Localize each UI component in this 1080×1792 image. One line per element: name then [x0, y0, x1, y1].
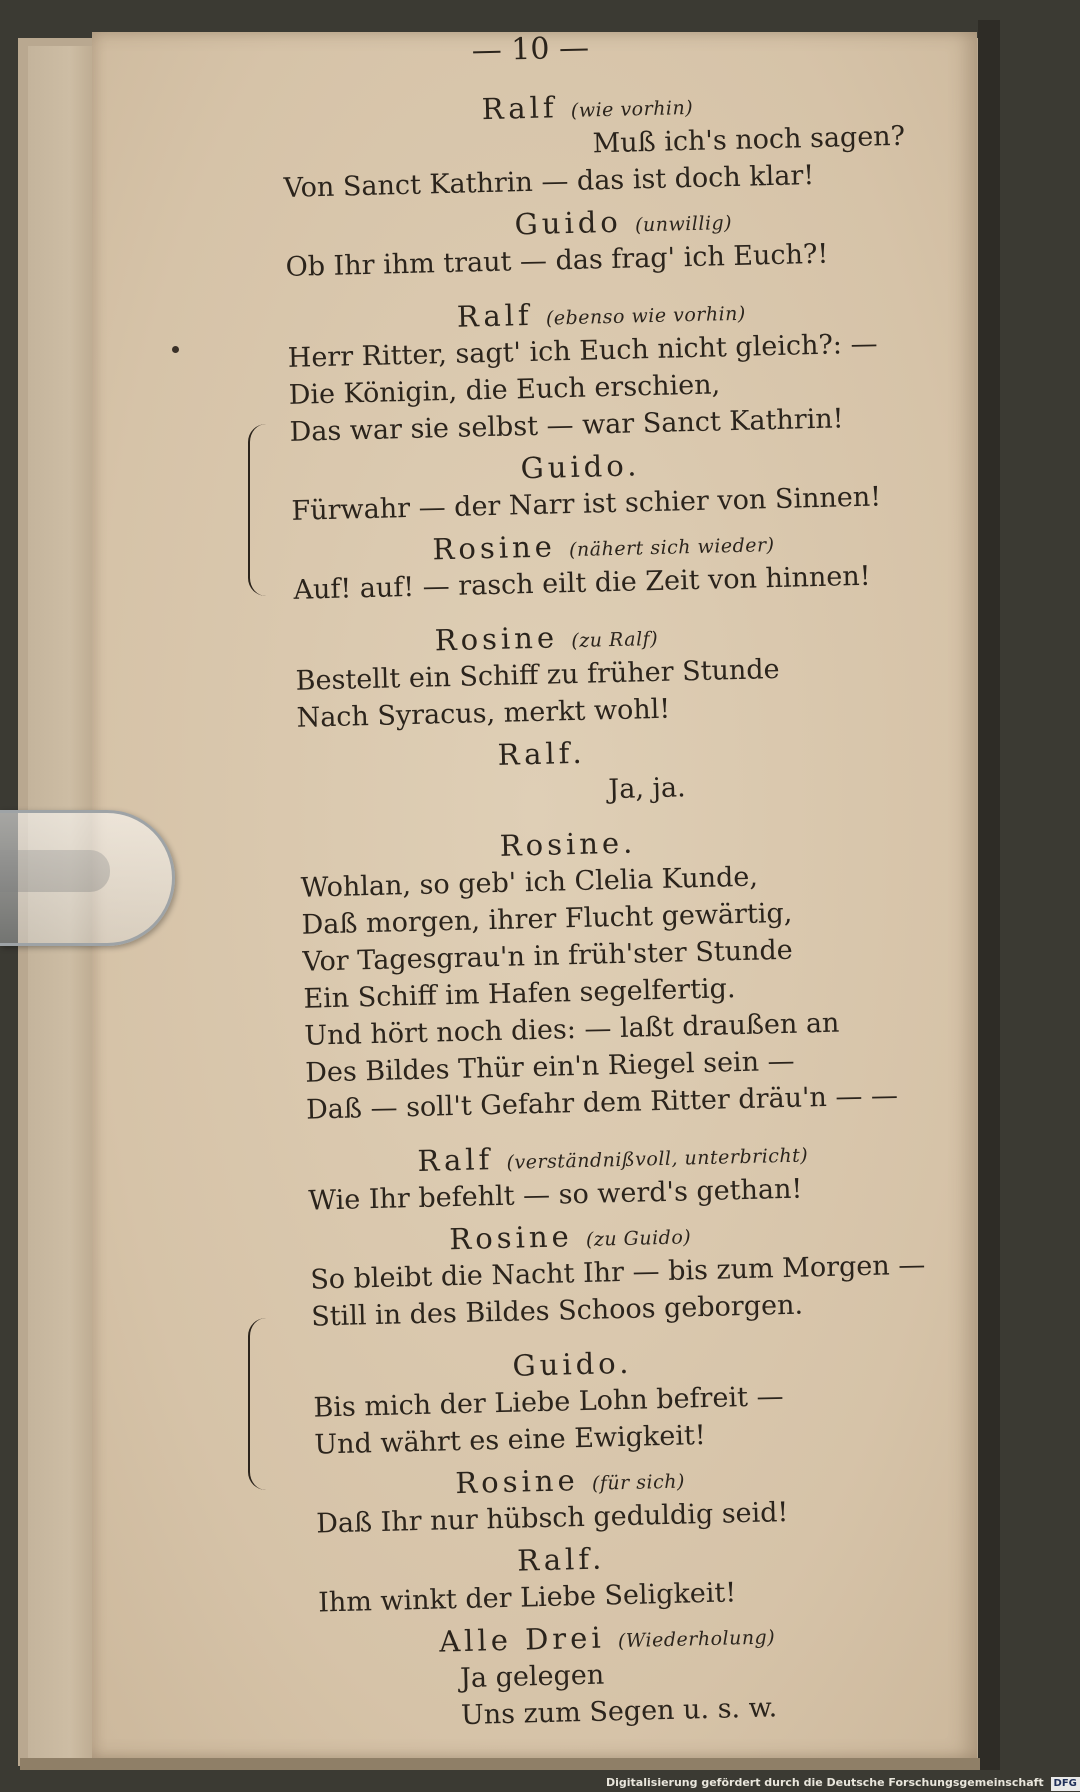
speaker-heading: Ralf (verständnißvoll, unterbricht)	[417, 1142, 809, 1178]
speaker-heading: Rosine (nähert sich wieder)	[432, 529, 775, 567]
speaker-heading: Rosine (zu Guido)	[448, 1219, 692, 1257]
verse-line: Auf! auf! — rasch eilt die Zeit von hinnen!	[293, 560, 871, 606]
page-number: — 10 —	[471, 30, 590, 69]
verse-line: So bleibt die Nacht Ihr — bis zum Morgen —	[309, 1249, 926, 1296]
verse-line: Wohlan, so geb' ich Clelia Kunde,	[300, 861, 759, 904]
verse-line: Ja, ja.	[608, 772, 686, 806]
verse-line: Daß morgen, ihrer Flucht gewärtig,	[301, 897, 793, 941]
speaker-heading: Ralf (wie vorhin)	[481, 90, 694, 127]
verse-line: Muß ich's noch sagen?	[592, 120, 906, 160]
verse-line: Ob Ihr ihm traut — das frag' ich Euch?!	[285, 238, 829, 283]
verse-line: Des Bildes Thür ein'n Riegel sein —	[304, 1045, 795, 1089]
dfg-logo: DFG	[1051, 1777, 1080, 1791]
speaker-heading: Ralf (ebenso wie vorhin)	[456, 297, 747, 334]
speaker-heading: Alle Drei (Wiederholung)	[438, 1620, 776, 1659]
verse-line: Daß — soll't Gefahr dem Ritter dräu'n — —	[305, 1080, 899, 1126]
verse-line: Das war sie selbst — war Sanct Kathrin!	[289, 403, 844, 448]
verse-line: Bis mich der Liebe Lohn befreit —	[313, 1381, 784, 1424]
page-clip	[0, 810, 175, 946]
speaker-heading: Ralf.	[516, 1541, 606, 1578]
speaker-heading: Rosine (für sich)	[454, 1463, 686, 1501]
verse-line: Uns zum Segen u. s. w.	[460, 1692, 778, 1732]
verse-line: Fürwahr — der Narr ist schier von Sinnen!	[291, 481, 882, 527]
brace-left-2	[248, 1318, 276, 1490]
ink-mark	[172, 346, 179, 353]
speaker-heading: Guido.	[512, 1345, 633, 1383]
speaker-heading: Guido (unwillig)	[514, 204, 733, 242]
digitization-credit	[606, 1774, 1077, 1792]
verse-line: Still in des Bildes Schoos geborgen.	[310, 1289, 804, 1333]
verse-line: Vor Tagesgrau'n in früh'ster Stunde	[302, 934, 794, 978]
verse-line: Herr Ritter, sagt' ich Euch nicht gleich?: —	[287, 328, 878, 374]
verse-line: Wie Ihr befehlt — so werd's gethan!	[308, 1173, 803, 1217]
verse-line: Ein Schiff im Hafen segelfertig.	[303, 973, 736, 1015]
verse-line: Und währt es eine Ewigkeit!	[314, 1420, 706, 1461]
verse-line: Ihm winkt der Liebe Seligkeit!	[317, 1577, 737, 1619]
brace-left-1	[248, 424, 276, 596]
credit-text: Digitalisierung gefördert durch die Deutsche Forschungsgemeinschaft	[606, 1776, 1044, 1789]
speaker-heading: Rosine (zu Ralf)	[434, 620, 659, 658]
verse-line: Bestellt ein Schiff zu früher Stunde	[295, 653, 780, 697]
verse-line: Nach Syracus, merkt wohl!	[296, 693, 671, 734]
speaker-heading: Guido.	[520, 448, 641, 486]
printed-text	[280, 22, 981, 1738]
verse-line: Ja gelegen	[459, 1659, 605, 1695]
speaker-heading: Rosine.	[499, 825, 637, 863]
book-spine-shadow	[978, 20, 1000, 1770]
verse-line: Daß Ihr nur hübsch geduldig seid!	[315, 1497, 789, 1540]
page-bottom-edge	[20, 1758, 980, 1770]
verse-line: Von Sanct Kathrin — das ist doch klar!	[283, 159, 815, 204]
speaker-heading: Ralf.	[497, 735, 586, 772]
verse-line: Die Königin, die Euch erschien,	[288, 369, 721, 411]
verse-line: Und hört noch dies: — laßt draußen an	[304, 1007, 840, 1052]
